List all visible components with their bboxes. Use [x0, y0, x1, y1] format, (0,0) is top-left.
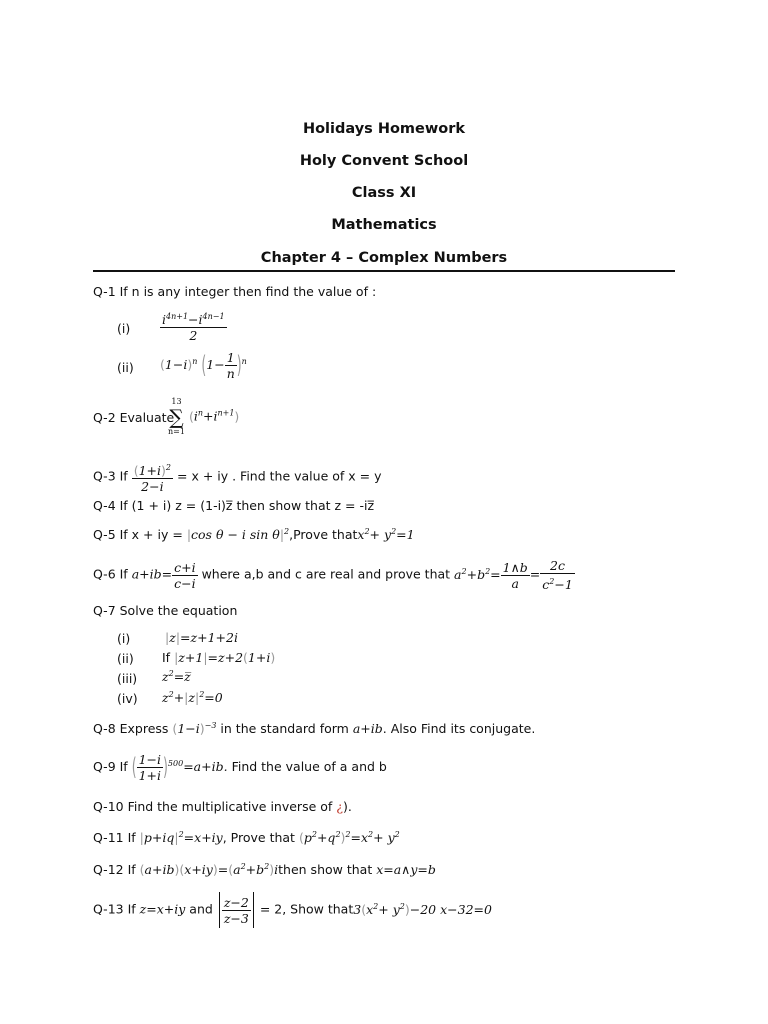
- summation-sigma: 13 ∑ n=1: [168, 397, 185, 436]
- q1-part-ii-label: (ii): [117, 360, 134, 375]
- question-4: Q-4 If (1 + i) z = (1-i)z̅ then show that z = -iz̅: [93, 498, 375, 513]
- q2-expression: 13 ∑ n=1 $(i^n+i^{n+1})$: [168, 397, 240, 436]
- q7-part-iii-label: (iii): [117, 671, 138, 686]
- question-2-label: Q-2 Evaluate: [93, 410, 175, 425]
- question-5: Q-5 If x + iy = |cos θ − i $\sin \theta|^2,Prove$ thatx$^2$+ $y^2=1$: [93, 527, 415, 543]
- q7-part-i-expression: |z|=z+1+2i: [165, 630, 238, 645]
- q1-i-denominator: 2: [189, 328, 198, 344]
- q7-part-iv-label: (iv): [117, 691, 138, 706]
- question-8: Q-8 Express $(1-i)^{-3}$ in the standard form a+ib. Also Find its conjugate.: [93, 721, 536, 737]
- question-3: Q-3 If $\frac{(1+i)^2}{2-i}$ = x + iy . Find the value of x = y: [93, 460, 381, 494]
- question-1: Q-1 If n is any integer then find the value of :: [93, 284, 377, 299]
- question-10: Q-10 Find the multiplicative inverse of ¿).: [93, 799, 352, 814]
- q3-fraction: $\frac{(1+i)^2}{2-i}$: [132, 460, 173, 494]
- school-name: Holy Convent School: [299, 153, 469, 169]
- subject-name: Mathematics: [331, 217, 437, 233]
- question-6: Q-6 If a+ib= $\frac{c+i}{c-i}$ where a,b and c are real and prove that $a^2+b^2=$ $\frac{1\wedge b}{a}$ = $\frac{2c}{c^2-1}$: [93, 558, 573, 593]
- title-holidays-homework: Holidays Homework: [302, 121, 466, 137]
- question-11: Q-11 If $|p+iq|^2=x+iy$, Prove that $(p^2+q^2)^2=x^2+ y^2$: [93, 830, 400, 846]
- q7-part-ii-label: (ii): [117, 651, 134, 666]
- q7-part-i-label: (i): [117, 631, 131, 646]
- question-9: Q-9 If ( $\frac{1-i}{1+i}$ )$^{500}$=a+ib. Find the value of a and b: [93, 752, 387, 783]
- question-13: Q-13 If z=x+iy and $\frac{z-2}{z-3}$ = 2, Show $that3(x^2+ y^2)-20$ x−32=0: [93, 892, 492, 928]
- q1-part-i-label: (i): [117, 321, 131, 336]
- q7-part-iv-expression: $z^2+|z|^2=0$: [162, 690, 223, 706]
- q7-part-iii-expression: $z^2=z̅$: [162, 669, 191, 685]
- q1-part-i-expression: [160, 309, 227, 343]
- chapter-title: Chapter 4 – Complex Numbers: [260, 250, 508, 266]
- q1-i-fraction: [160, 309, 227, 343]
- q7-part-ii-expression: If |z+1|=z+2(1+i): [162, 650, 276, 665]
- question-12: Q-12 If $(a+ib)(x+iy)=(a^2+b^2)ithen$ show that x=a∧y=b: [93, 862, 436, 878]
- class-name: Class XI: [351, 185, 417, 201]
- question-7: Q-7 Solve the equation: [93, 603, 238, 618]
- header-divider: [93, 270, 675, 272]
- q1-part-ii-expression: $(1-i)^n$ (1− $\frac{1}{n}$ )$^n$: [160, 350, 247, 381]
- q1-i-numerator: $i^{4n+1}-i^{4n-1}$: [160, 309, 227, 328]
